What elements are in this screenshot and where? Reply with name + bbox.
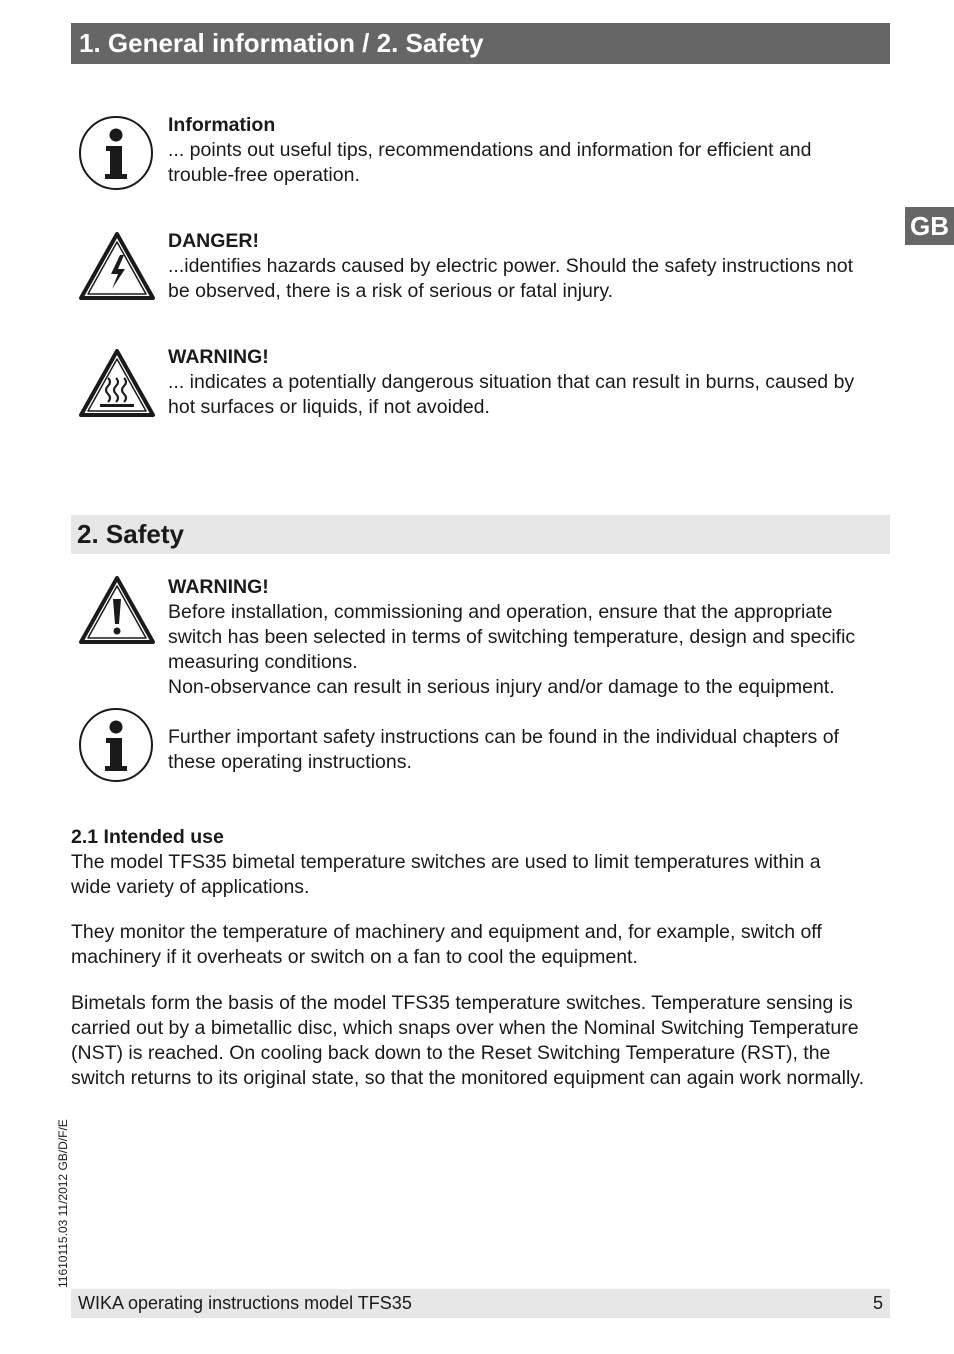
page-footer [71, 1289, 890, 1318]
intended-use-paragraph-2 [71, 920, 893, 970]
language-tab: GB [905, 207, 954, 245]
paragraph-line: wide variety of applications. [71, 876, 310, 898]
hot-surface-notice-line: ... indicates a potentially dangerous situation that can result in burns, caused by [168, 371, 855, 393]
info-notice [168, 113, 890, 188]
section-heading-safety: 2. Safety [71, 515, 890, 554]
warning-icon [78, 575, 156, 645]
info-icon [78, 115, 154, 191]
paragraph-line: carried out by a bimetallic disc, which snaps over when the Nominal Switching Temperature [71, 1017, 859, 1039]
safety-info-note [168, 725, 890, 775]
hot-surface-notice [168, 345, 890, 420]
document-code: 11610115.03 11/2012 GB/D/F/E [56, 1119, 70, 1288]
paragraph-line: They monitor the temperature of machinery and equipment and, for example, switch off [71, 921, 822, 943]
intended-use-paragraph-3 [71, 991, 893, 1091]
footer-text: WIKA operating instructions model TFS35 [78, 1293, 412, 1313]
page-header-title: 1. General information / 2. Safety [71, 23, 890, 64]
danger-notice-title: DANGER! [168, 230, 259, 252]
paragraph-line: machinery if it overheats or switch on a fan to cool the equipment. [71, 946, 638, 968]
danger-notice-line: be observed, there is a risk of serious or fatal injury. [168, 280, 614, 302]
hot-surface-notice-line: hot surfaces or liquids, if not avoided. [168, 396, 490, 418]
electric-hazard-icon [78, 231, 156, 301]
safety-warning-line: Non-observance can result in serious injury and/or damage to the equipment. [168, 676, 835, 698]
safety-warning-line: measuring conditions. [168, 651, 358, 673]
info-notice-line: trouble-free operation. [168, 164, 360, 186]
intended-use-section [71, 825, 893, 900]
safety-warning-line: switch has been selected in terms of switching temperature, design and specific [168, 626, 856, 648]
paragraph-line: (NST) is reached. On cooling back down to the Reset Switching Temperature (RST), the [71, 1042, 831, 1064]
paragraph-line: Bimetals form the basis of the model TFS35 temperature switches. Temperature sensing is [71, 992, 853, 1014]
safety-warning [168, 575, 890, 700]
danger-notice [168, 229, 890, 304]
danger-notice-line: ...identifies hazards caused by electric power. Should the safety instructions not [168, 255, 854, 277]
safety-warning-title: WARNING! [168, 576, 269, 598]
safety-info-line: Further important safety instructions can be found in the individual chapters of [168, 726, 839, 748]
safety-info-line: these operating instructions. [168, 751, 412, 773]
hot-surface-notice-title: WARNING! [168, 346, 269, 368]
info-notice-line: ... points out useful tips, recommendations and information for efficient and [168, 139, 812, 161]
page-number: 5 [872, 1293, 883, 1313]
paragraph-line: The model TFS35 bimetal temperature switches are used to limit temperatures within a [71, 851, 821, 873]
intended-use-heading: 2.1 Intended use [71, 826, 224, 848]
info-icon [78, 707, 154, 783]
info-notice-title: Information [168, 114, 276, 136]
hot-surface-icon [78, 348, 156, 418]
paragraph-line: switch returns to its original state, so that the monitored equipment can again work normally. [71, 1067, 865, 1089]
safety-warning-line: Before installation, commissioning and operation, ensure that the appropriate [168, 601, 833, 623]
